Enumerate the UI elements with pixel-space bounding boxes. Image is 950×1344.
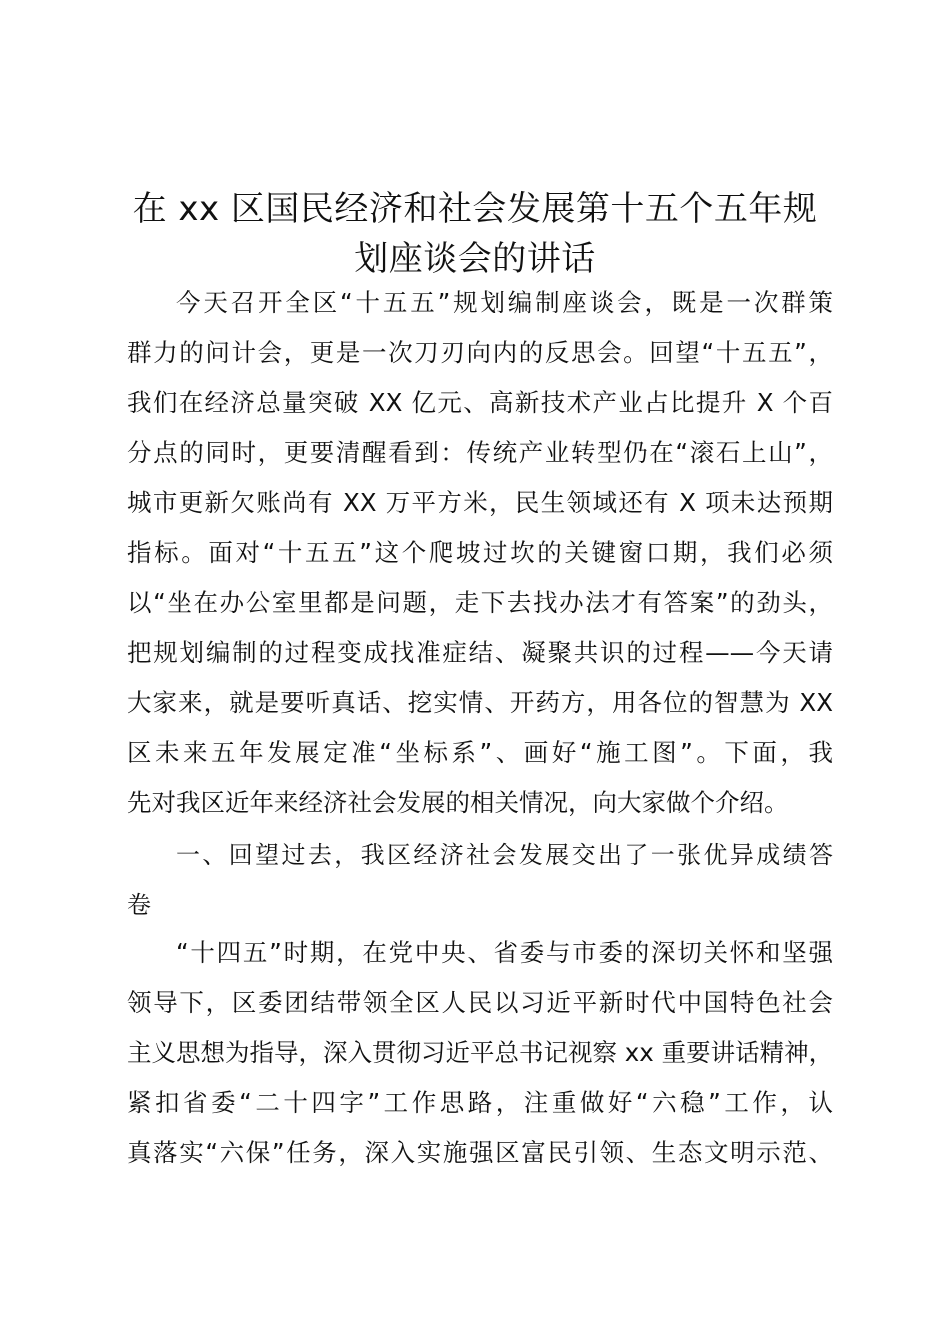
document-title-line-2: 划座谈会的讲话 (354, 239, 596, 279)
section-heading-line-1: 一、回望过去，我区经济社会发展交出了一张优异成绩答 (176, 841, 833, 869)
paragraph-line: 今天召开全区“十五五”规划编制座谈会，既是一次群策 (176, 288, 833, 317)
paragraph-line: 领导下，区委团结带领全区人民以习近平新时代中国特色社会 (127, 988, 833, 1017)
paragraph-line: 群力的问计会，更是一次刀刃向内的反思会。回望“十五五”， (127, 338, 833, 367)
paragraph-line: 以“坐在办公室里都是问题，走下去找办法才有答案”的劲头， (127, 588, 833, 617)
paragraph-line: 把规划编制的过程变成找准症结、凝聚共识的过程——今天请 (127, 638, 833, 667)
paragraph-line: 城市更新欠账尚有 XX 万平方米，民生领域还有 X 项未达预期 (127, 488, 833, 517)
paragraph-line: 指标。面对“十五五”这个爬坡过坎的关键窗口期，我们必须 (127, 538, 833, 567)
paragraph-line: 区未来五年发展定准“坐标系”、画好“施工图”。下面，我 (127, 738, 833, 767)
document-title-line-1: 在 xx 区国民经济和社会发展第十五个五年规 (132, 189, 818, 229)
paragraph-line: 我们在经济总量突破 XX 亿元、高新技术产业占比提升 X 个百 (127, 388, 833, 417)
paragraph-line: 分点的同时，更要清醒看到：传统产业转型仍在“滚石上山”， (127, 438, 833, 467)
paragraph-line: 大家来，就是要听真话、挖实情、开药方，用各位的智慧为 XX (127, 688, 833, 717)
paragraph-line: 主义思想为指导，深入贯彻习近平总书记视察 xx 重要讲话精神， (127, 1038, 834, 1067)
paragraph-line: 真落实“六保”任务，深入实施强区富民引领、生态文明示范、 (127, 1138, 833, 1167)
paragraph-line: “十四五”时期，在党中央、省委与市委的深切关怀和坚强 (176, 938, 833, 967)
paragraph-line: 先对我区近年来经济社会发展的相关情况，向大家做个介绍。 (127, 788, 789, 817)
paragraph-line: 紧扣省委“二十四字”工作思路，注重做好“六稳”工作，认 (127, 1088, 833, 1117)
section-heading-line-2: 卷 (127, 891, 151, 919)
